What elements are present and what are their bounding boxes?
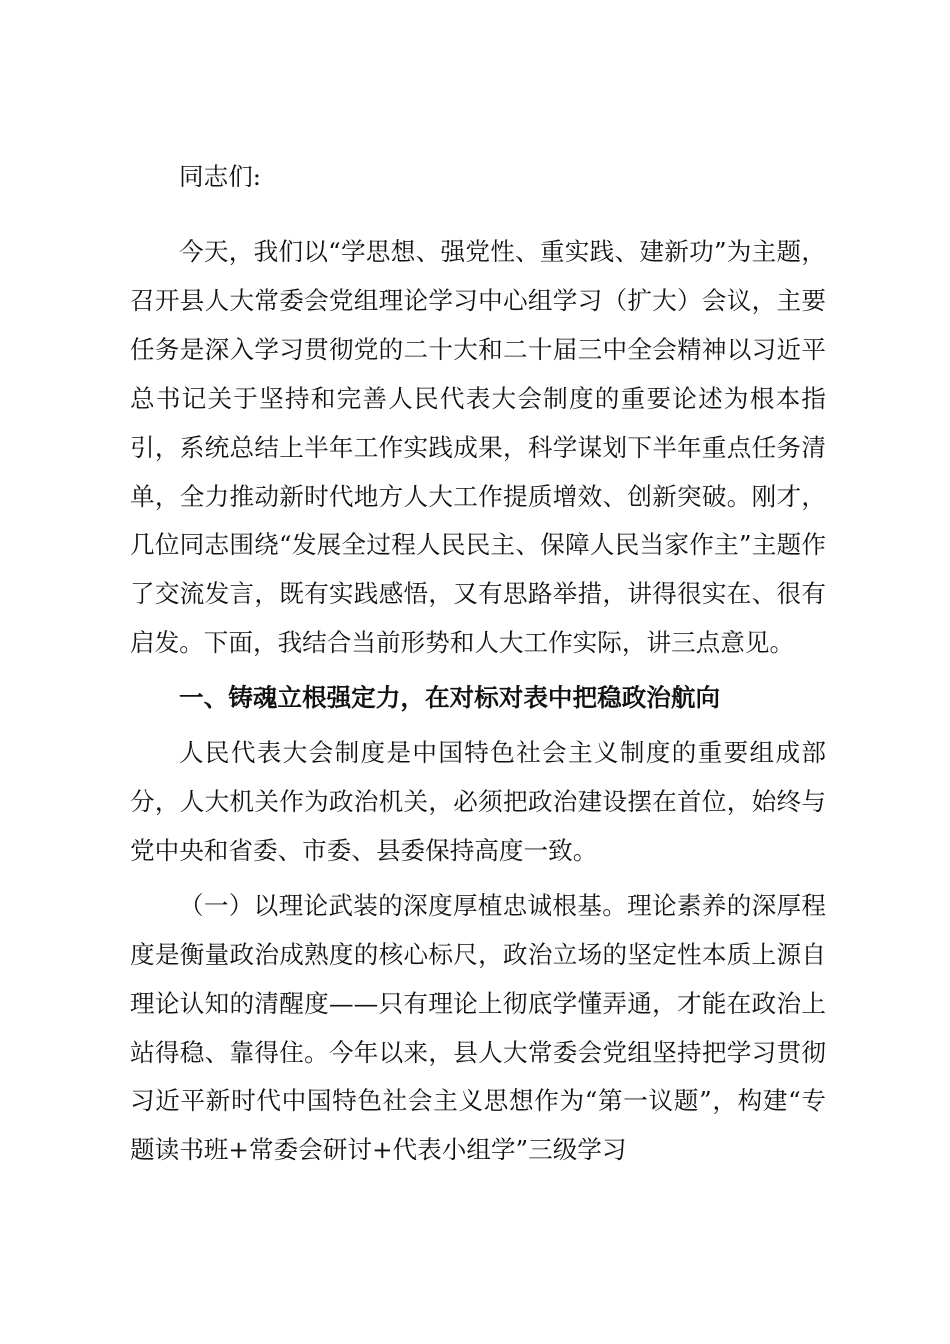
section-body-paragraph: 人民代表大会制度是中国特色社会主义制度的重要组成部分，人大机关作为政治机关，必须把政治建设摆在首位，始终与党中央和省委、市委、县委保持高度一致。 (130, 738, 826, 865)
subsection-paragraph: （一）以理论武装的深度厚植忠诚根基。理论素养的深厚程度是衡量政治成熟度的核心标尺，政治立场的坚定性本质上源自理论认知的清醒度——只有理论上彻底学懂弄通，才能在政治上站得稳、靠得住。今年以来，县人大常委会党组坚持把学习贯彻习近平新时代中国特色社会主义思想作为“第一议题”，构建“专题读书班+常委会研讨+代表小组学”三级学习 (130, 890, 826, 1165)
section-heading: 一、铸魂立根强定力，在对标对表中把稳政治航向 (179, 683, 721, 713)
salutation: 同志们: (179, 162, 262, 191)
document-body (130, 228, 826, 1175)
intro-paragraph: 今天，我们以“学思想、强党性、重实践、建新功”为主题，召开县人大常委会党组理论学习中心组学习（扩大）会议，主要任务是深入学习贯彻党的二十大和二十届三中全会精神以习近平总书记关于坚持和完善人民代表大会制度的重要论述为根本指引，系统总结上半年工作实践成果，科学谋划下半年重点任务清单，全力推动新时代地方人大工作提质增效、创新突破。刚才，几位同志围绕“发展全过程人民民主、保障人民当家作主”主题作了交流发言，既有实践感悟，又有思路举措，讲得很实在、很有启发。下面，我结合当前形势和人大工作实际，讲三点意见。 (130, 237, 826, 658)
